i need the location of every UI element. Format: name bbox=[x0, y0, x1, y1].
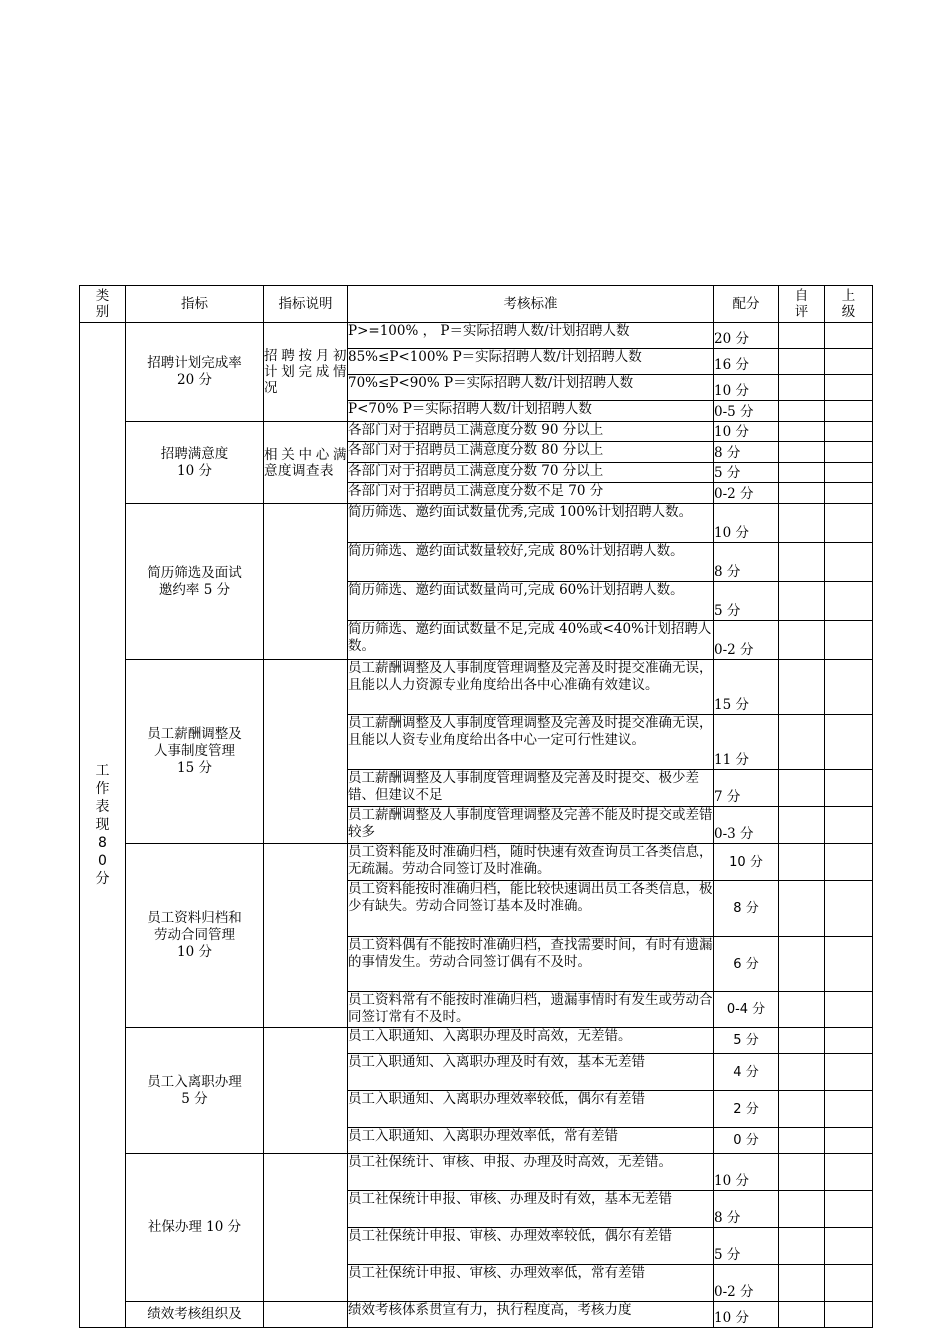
superior-eval-cell[interactable] bbox=[825, 992, 873, 1028]
superior-eval-cell[interactable] bbox=[825, 349, 873, 375]
header-category: 类别 bbox=[80, 286, 126, 323]
self-eval-cell[interactable] bbox=[779, 1191, 825, 1228]
indicator-cell: 员工薪酬调整及 人事制度管理 15 分 bbox=[126, 660, 264, 844]
superior-eval-cell[interactable] bbox=[825, 881, 873, 937]
self-eval-cell[interactable] bbox=[779, 1302, 825, 1328]
superior-eval-cell[interactable] bbox=[825, 543, 873, 582]
criteria-cell: 简历筛选、邀约面试数量较好,完成 80%计划招聘人数。 bbox=[348, 543, 714, 582]
points-cell: 0-3 分 bbox=[714, 807, 779, 844]
points-cell: 11 分 bbox=[714, 715, 779, 770]
indicator-desc-cell bbox=[264, 504, 348, 660]
superior-eval-cell[interactable] bbox=[825, 1265, 873, 1302]
superior-eval-cell[interactable] bbox=[825, 807, 873, 844]
indicator-cell: 员工入离职办理 5 分 bbox=[126, 1028, 264, 1154]
superior-eval-cell[interactable] bbox=[825, 715, 873, 770]
self-eval-cell[interactable] bbox=[779, 504, 825, 543]
self-eval-cell[interactable] bbox=[779, 1154, 825, 1191]
superior-eval-cell[interactable] bbox=[825, 844, 873, 881]
superior-eval-cell[interactable] bbox=[825, 770, 873, 807]
superior-eval-cell[interactable] bbox=[825, 401, 873, 422]
points-cell: 10 分 bbox=[714, 844, 779, 881]
criteria-cell: 员工薪酬调整及人事制度管理调整及完善及时提交准确无误，且能以人资专业角度给出各中心一定可行性建议。 bbox=[348, 715, 714, 770]
self-eval-cell[interactable] bbox=[779, 770, 825, 807]
table-row bbox=[80, 1028, 873, 1054]
points-cell: 4 分 bbox=[714, 1054, 779, 1091]
points-cell: 0-4 分 bbox=[714, 992, 779, 1028]
criteria-cell: 员工薪酬调整及人事制度管理调整及完善及时提交准确无误，且能以人力资源专业角度给出各中心准确有效建议。 bbox=[348, 660, 714, 715]
points-cell: 0-5 分 bbox=[714, 401, 779, 422]
indicator-cell: 简历筛选及面试 邀约率 5 分 bbox=[126, 504, 264, 660]
table-row bbox=[80, 660, 873, 715]
self-eval-cell[interactable] bbox=[779, 1028, 825, 1054]
indicator-desc-cell: 招聘按月初计划完成情况 bbox=[264, 323, 348, 422]
indicator-cell: 招聘计划完成率 20 分 bbox=[126, 323, 264, 422]
points-cell: 0-2 分 bbox=[714, 483, 779, 504]
points-cell: 20 分 bbox=[714, 323, 779, 349]
points-cell: 6 分 bbox=[714, 937, 779, 992]
self-eval-cell[interactable] bbox=[779, 422, 825, 442]
self-eval-cell[interactable] bbox=[779, 844, 825, 881]
criteria-cell: P<70% P＝实际招聘人数/计划招聘人数 bbox=[348, 401, 714, 422]
superior-eval-cell[interactable] bbox=[825, 1028, 873, 1054]
points-cell: 10 分 bbox=[714, 375, 779, 401]
criteria-cell: 员工资料偶有不能按时准确归档，查找需要时间，有时有遗漏的事情发生。劳动合同签订偶有不及时。 bbox=[348, 937, 714, 992]
category-label: 工作表现80分 bbox=[95, 763, 110, 887]
superior-eval-cell[interactable] bbox=[825, 442, 873, 463]
criteria-cell: 70%≤P<90% P＝实际招聘人数/计划招聘人数 bbox=[348, 375, 714, 401]
superior-eval-cell[interactable] bbox=[825, 463, 873, 483]
criteria-cell: 员工入职通知、入离职办理及时有效，基本无差错 bbox=[348, 1054, 714, 1091]
self-eval-cell[interactable] bbox=[779, 401, 825, 422]
points-cell: 10 分 bbox=[714, 1302, 779, 1328]
criteria-cell: 简历筛选、邀约面试数量尚可,完成 60%计划招聘人数。 bbox=[348, 582, 714, 621]
indicator-cell: 绩效考核组织及 bbox=[126, 1302, 264, 1328]
self-eval-cell[interactable] bbox=[779, 1228, 825, 1265]
self-eval-cell[interactable] bbox=[779, 323, 825, 349]
criteria-cell: 员工薪酬调整及人事制度管理调整及完善不能及时提交或差错较多 bbox=[348, 807, 714, 844]
criteria-cell: 员工入职通知、入离职办理及时高效，无差错。 bbox=[348, 1028, 714, 1054]
criteria-cell: 员工社保统计申报、审核、办理及时有效，基本无差错 bbox=[348, 1191, 714, 1228]
self-eval-cell[interactable] bbox=[779, 1128, 825, 1154]
points-cell: 10 分 bbox=[714, 1154, 779, 1191]
superior-eval-cell[interactable] bbox=[825, 1302, 873, 1328]
self-eval-cell[interactable] bbox=[779, 349, 825, 375]
points-cell: 10 分 bbox=[714, 422, 779, 442]
superior-eval-cell[interactable] bbox=[825, 1154, 873, 1191]
self-eval-cell[interactable] bbox=[779, 937, 825, 992]
header-row bbox=[80, 286, 873, 323]
points-cell: 7 分 bbox=[714, 770, 779, 807]
header-superior: 上级 bbox=[825, 286, 873, 323]
superior-eval-cell[interactable] bbox=[825, 483, 873, 504]
self-eval-cell[interactable] bbox=[779, 621, 825, 660]
indicator-cell: 招聘满意度 10 分 bbox=[126, 422, 264, 504]
self-eval-cell[interactable] bbox=[779, 660, 825, 715]
self-eval-cell[interactable] bbox=[779, 543, 825, 582]
criteria-cell: 85%≤P<100% P＝实际招聘人数/计划招聘人数 bbox=[348, 349, 714, 375]
superior-eval-cell[interactable] bbox=[825, 375, 873, 401]
criteria-cell: 各部门对于招聘员工满意度分数 80 分以上 bbox=[348, 442, 714, 463]
criteria-cell: 各部门对于招聘员工满意度分数不足 70 分 bbox=[348, 483, 714, 504]
table-row bbox=[80, 504, 873, 543]
table-row bbox=[80, 323, 873, 349]
points-cell: 5 分 bbox=[714, 1228, 779, 1265]
criteria-cell: 员工社保统计申报、审核、办理效率较低，偶尔有差错 bbox=[348, 1228, 714, 1265]
points-cell: 0-2 分 bbox=[714, 1265, 779, 1302]
criteria-cell: 员工资料常有不能按时准确归档，遗漏事情时有发生或劳动合同签订常有不及时。 bbox=[348, 992, 714, 1028]
criteria-cell: 简历筛选、邀约面试数量不足,完成 40%或<40%计划招聘人数。 bbox=[348, 621, 714, 660]
superior-eval-cell[interactable] bbox=[825, 422, 873, 442]
superior-eval-cell[interactable] bbox=[825, 323, 873, 349]
indicator-cell: 员工资料归档和 劳动合同管理 10 分 bbox=[126, 844, 264, 1028]
criteria-cell: 员工入职通知、入离职办理效率低，常有差错 bbox=[348, 1128, 714, 1154]
category-cell bbox=[80, 323, 126, 1328]
criteria-cell: 绩效考核体系贯宣有力，执行程度高，考核力度 bbox=[348, 1302, 714, 1328]
indicator-desc-cell bbox=[264, 1028, 348, 1154]
criteria-cell: 员工资料能及时准确归档，随时快速有效查询员工各类信息，无疏漏。劳动合同签订及时准确。 bbox=[348, 844, 714, 881]
criteria-cell: P>=100% ， P＝实际招聘人数/计划招聘人数 bbox=[348, 323, 714, 349]
header-points: 配分 bbox=[714, 286, 779, 323]
points-cell: 10 分 bbox=[714, 504, 779, 543]
self-eval-cell[interactable] bbox=[779, 992, 825, 1028]
self-eval-cell[interactable] bbox=[779, 1091, 825, 1128]
criteria-cell: 员工入职通知、入离职办理效率较低，偶尔有差错 bbox=[348, 1091, 714, 1128]
superior-eval-cell[interactable] bbox=[825, 1128, 873, 1154]
indicator-desc-cell bbox=[264, 1302, 348, 1328]
self-eval-cell[interactable] bbox=[779, 715, 825, 770]
points-cell: 0 分 bbox=[714, 1128, 779, 1154]
superior-eval-cell[interactable] bbox=[825, 582, 873, 621]
self-eval-cell[interactable] bbox=[779, 483, 825, 504]
table-row bbox=[80, 422, 873, 442]
indicator-desc-cell: 相关中心满意度调查表 bbox=[264, 422, 348, 504]
table-row bbox=[80, 1154, 873, 1191]
header-indicator-desc: 指标说明 bbox=[264, 286, 348, 323]
header-self-eval: 自评 bbox=[779, 286, 825, 323]
superior-eval-cell[interactable] bbox=[825, 1091, 873, 1128]
indicator-desc-cell bbox=[264, 660, 348, 844]
criteria-cell: 员工社保统计、审核、申报、办理及时高效，无差错。 bbox=[348, 1154, 714, 1191]
points-cell: 15 分 bbox=[714, 660, 779, 715]
indicator-desc-cell bbox=[264, 844, 348, 1028]
header-indicator: 指标 bbox=[126, 286, 264, 323]
kpi-table bbox=[79, 285, 873, 1328]
superior-eval-cell[interactable] bbox=[825, 660, 873, 715]
criteria-cell: 各部门对于招聘员工满意度分数 90 分以上 bbox=[348, 422, 714, 442]
superior-eval-cell[interactable] bbox=[825, 504, 873, 543]
points-cell: 8 分 bbox=[714, 543, 779, 582]
self-eval-cell[interactable] bbox=[779, 1265, 825, 1302]
criteria-cell: 员工社保统计申报、审核、办理效率低，常有差错 bbox=[348, 1265, 714, 1302]
self-eval-cell[interactable] bbox=[779, 442, 825, 463]
points-cell: 16 分 bbox=[714, 349, 779, 375]
points-cell: 8 分 bbox=[714, 442, 779, 463]
self-eval-cell[interactable] bbox=[779, 582, 825, 621]
superior-eval-cell[interactable] bbox=[825, 621, 873, 660]
self-eval-cell[interactable] bbox=[779, 1054, 825, 1091]
points-cell: 5 分 bbox=[714, 463, 779, 483]
criteria-cell: 各部门对于招聘员工满意度分数 70 分以上 bbox=[348, 463, 714, 483]
criteria-cell: 简历筛选、邀约面试数量优秀,完成 100%计划招聘人数。 bbox=[348, 504, 714, 543]
self-eval-cell[interactable] bbox=[779, 463, 825, 483]
points-cell: 8 分 bbox=[714, 1191, 779, 1228]
superior-eval-cell[interactable] bbox=[825, 1228, 873, 1265]
superior-eval-cell[interactable] bbox=[825, 937, 873, 992]
table-row bbox=[80, 1302, 873, 1328]
self-eval-cell[interactable] bbox=[779, 375, 825, 401]
criteria-cell: 员工资料能按时准确归档，能比较快速调出员工各类信息，极少有缺失。劳动合同签订基本及时准确。 bbox=[348, 881, 714, 937]
self-eval-cell[interactable] bbox=[779, 881, 825, 937]
points-cell: 5 分 bbox=[714, 1028, 779, 1054]
criteria-cell: 员工薪酬调整及人事制度管理调整及完善及时提交、极少差错、但建议不足 bbox=[348, 770, 714, 807]
header-criteria: 考核标准 bbox=[348, 286, 714, 323]
indicator-desc-cell bbox=[264, 1154, 348, 1302]
superior-eval-cell[interactable] bbox=[825, 1191, 873, 1228]
points-cell: 8 分 bbox=[714, 881, 779, 937]
indicator-cell: 社保办理 10 分 bbox=[126, 1154, 264, 1302]
table-row bbox=[80, 844, 873, 881]
points-cell: 5 分 bbox=[714, 582, 779, 621]
self-eval-cell[interactable] bbox=[779, 807, 825, 844]
superior-eval-cell[interactable] bbox=[825, 1054, 873, 1091]
points-cell: 0-2 分 bbox=[714, 621, 779, 660]
points-cell: 2 分 bbox=[714, 1091, 779, 1128]
